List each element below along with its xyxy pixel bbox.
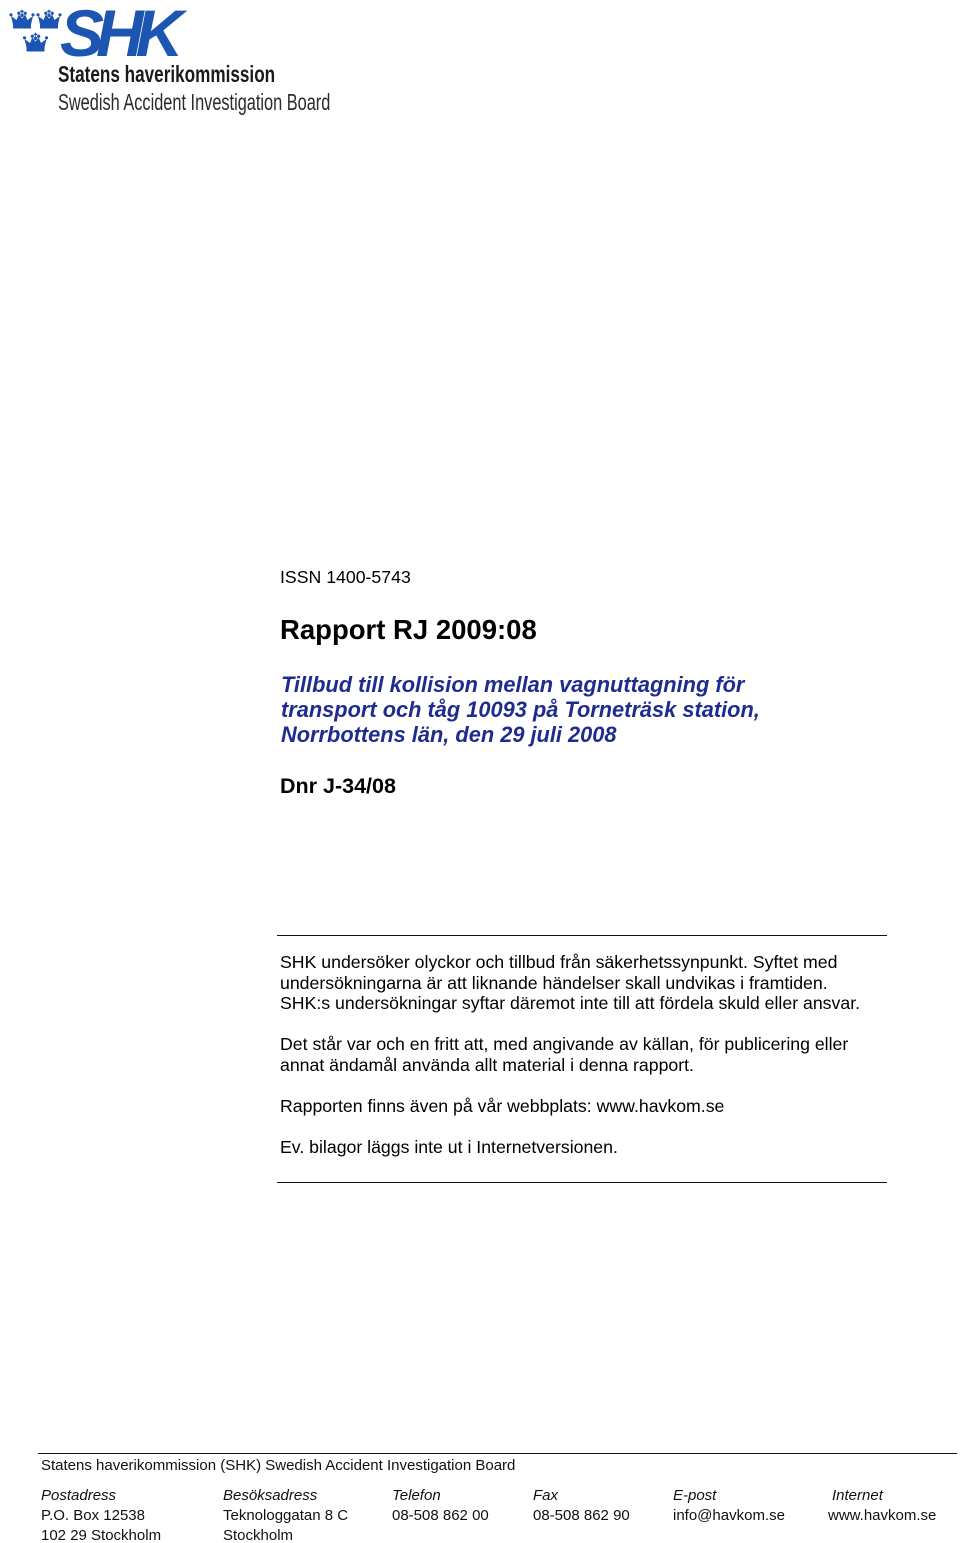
notice-line: Rapporten finns även på vår webbplats: www.havkom.se <box>280 1095 725 1116</box>
footer-label: Fax <box>533 1487 559 1504</box>
footer-label: E-post <box>673 1487 717 1504</box>
footer-column-email <box>673 1489 785 1523</box>
footer-label: Postadress <box>41 1487 117 1504</box>
footer-value: Teknologgatan 8 C <box>223 1507 349 1524</box>
divider-bottom <box>277 1182 887 1183</box>
divider-top <box>277 935 887 936</box>
report-title <box>281 672 760 747</box>
notice-paragraph-website <box>280 1096 880 1117</box>
report-title-line: Tillbud till kollision mellan vagnuttagning för <box>281 672 745 697</box>
notice-line: SHK undersöker olyckor och tillbud från säkerhetssynpunkt. Syftet med <box>280 952 838 972</box>
logo-name-english: Swedish Accident Investigation Board <box>58 89 331 115</box>
crown-bottom-icon <box>23 33 48 52</box>
footer-column-internet <box>828 1489 936 1523</box>
logo-name-swedish: Statens haverikommission <box>58 61 276 87</box>
report-title-line: transport och tåg 10093 på Torneträsk station, <box>281 697 760 722</box>
report-title-line: Norrbottens län, den 29 juli 2008 <box>281 722 617 747</box>
footer-value: Stockholm <box>223 1527 294 1543</box>
footer-organization: Statens haverikommission (SHK) Swedish Accident Investigation Board <box>41 1457 516 1474</box>
footer-column-postal-address <box>41 1489 161 1543</box>
footer-label: Besöksadress <box>223 1487 318 1504</box>
report-number: Rapport RJ 2009:08 <box>280 614 537 645</box>
issn-number: ISSN 1400-5743 <box>280 567 411 587</box>
logo-acronym: SHK <box>60 0 176 70</box>
footer-value: 08-508 862 00 <box>392 1507 489 1524</box>
crown-top-right-icon <box>36 10 61 29</box>
footer-value: P.O. Box 12538 <box>41 1507 145 1524</box>
footer-label: Internet <box>832 1487 883 1504</box>
notice-paragraph-attachments <box>280 1137 880 1158</box>
notice-paragraph-purpose <box>280 952 880 1014</box>
notice-line: Det står var och en fritt att, med angivande av källan, för publicering eller <box>280 1034 849 1054</box>
footer-value: 08-508 862 90 <box>533 1507 630 1524</box>
shk-logo <box>0 0 340 120</box>
footer-label: Telefon <box>392 1487 441 1504</box>
footer-column-visiting-address <box>223 1489 348 1543</box>
crown-top-left-icon <box>9 10 34 29</box>
footer-value: 102 29 Stockholm <box>41 1527 162 1543</box>
notice-block <box>280 952 880 1178</box>
notice-line: annat ändamål använda allt material i denna rapport. <box>280 1054 694 1075</box>
notice-line: undersökningarna är att liknande händelser skall undvikas i framtiden. <box>280 972 828 993</box>
footer-value: info@havkom.se <box>673 1507 785 1524</box>
notice-line: SHK:s undersökningar syftar däremot inte till att fördela skuld eller ansvar. <box>280 993 861 1013</box>
notice-line: Ev. bilagor läggs inte ut i Internetversionen. <box>280 1136 618 1157</box>
three-crowns-icon <box>8 7 64 55</box>
footer-column-fax <box>533 1489 630 1523</box>
footer-column-phone <box>392 1489 489 1523</box>
diary-number: Dnr J-34/08 <box>280 774 396 798</box>
footer-value: www.havkom.se <box>828 1507 937 1524</box>
footer-divider <box>38 1453 957 1454</box>
notice-paragraph-usage <box>280 1034 880 1075</box>
